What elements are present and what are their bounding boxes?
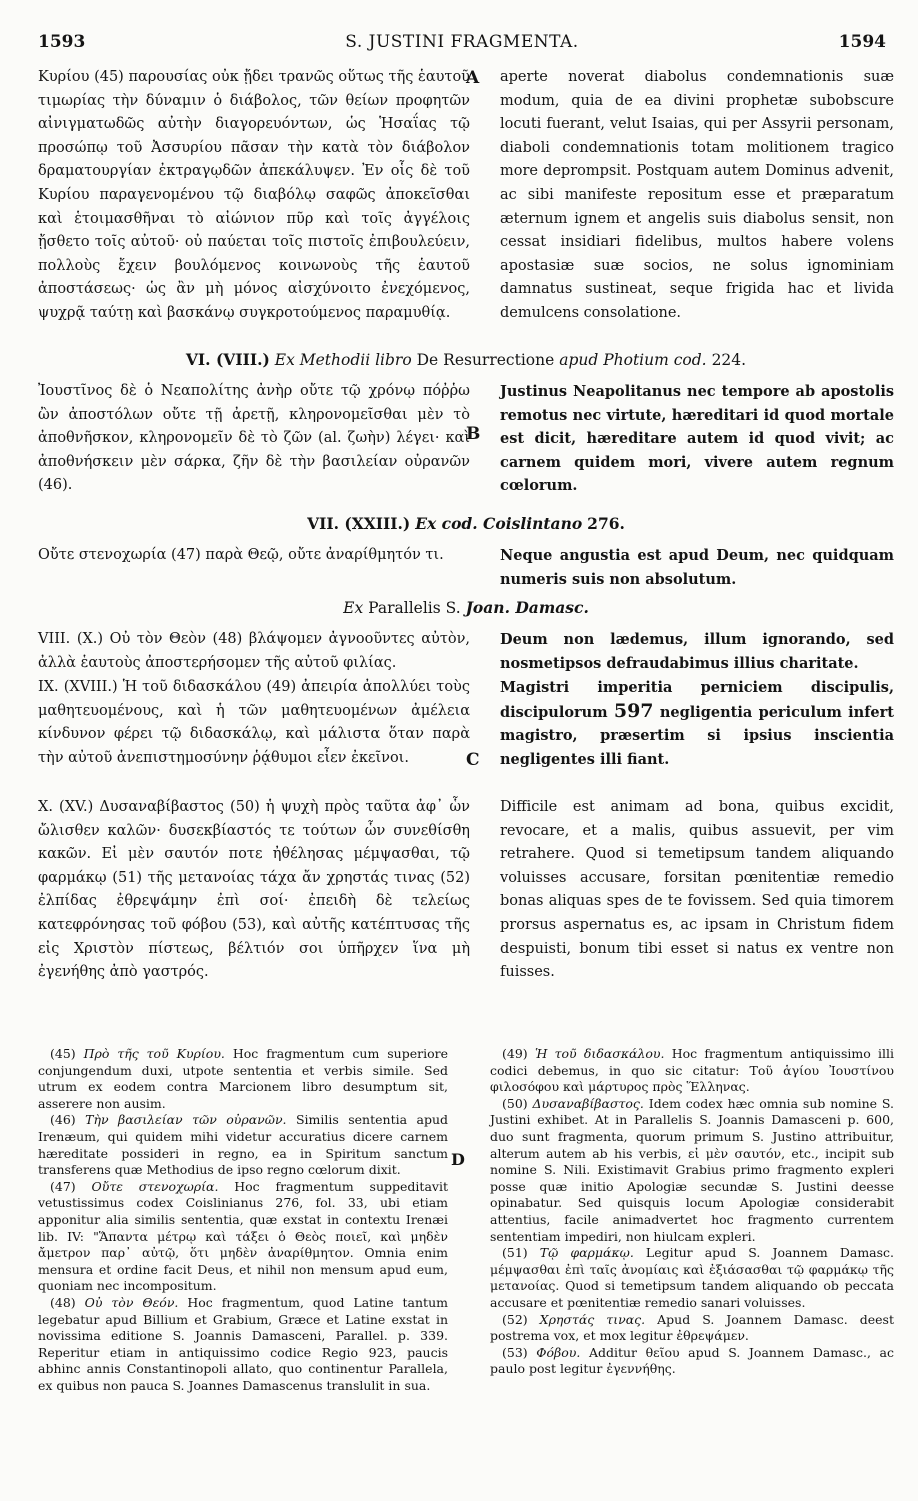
greek-text: IX. (XVIII.) Ἡ τοῦ διδασκάλου (49) ἀπειρία ἀπολλύει τοὺς μαθητευομένους, καὶ ἡ τῶν μαθητευομένων ἀμέλεια κίνδυνον φέρει τῷ διδασκάλῳ, καὶ μάλιστα ὅταν παρὰ τὴν αὐτοῦ ἀνεπιστημοσύνην ῥᾴθυμοι εἶεν ἐκεῖνοι. [38,679,470,766]
greek-text: Ἰουστῖνος δὲ ὁ Νεαπολίτης ἀνὴρ οὔτε τῷ χρόνῳ πόῤῥω ὢν ἀποστόλων οὔτε τῇ ἀρετῇ, κληρονομεῖσθαι μὲν τὸ ἀποθνῆσκον, κληρονομεῖν δὲ τὸ ζῶν (al. ζωὴν) λέγει· καὶ ἀποθνήσκειν μὲν σάρκα, ζῆν δὲ τὴν βασιλείαν οὐρανῶν (46). [38,383,470,494]
greek-text: VIII. (X.) Οὐ τὸν Θεὸν (48) βλάψομεν ἀγνοοῦντες αὐτὸν, ἀλλὰ ἑαυτοὺς ἀποστερήσομεν τῆς αὐτοῦ φιλίας. [38,631,470,671]
footnote: (49) Ἡ τοῦ διδασκάλου. Hoc fragmentum antiquissimo illi codici debemus, in quo sic citatur: Τοῦ ἁγίου Ἰουστίνου φιλοσόφου καὶ μάρτυρος πρὸς Ἕλληνας. [490,1046,894,1095]
greek-text: X. (XV.) Δυσαναβίβαστος (50) ἡ ψυχὴ πρὸς ταῦτα ἀφ᾽ ὧν ὤλισθεν καλῶν· δυσεκβίαστός τε τούτων ὧν συνεθίσθη κακῶν. Εἰ μὲν σαυτόν ποτε ἠθέλησας μέμψασθαι, τῷ φαρμάκῳ (51) τῆς μετανοίας τάχα ἄν χρηστάς τινας (52) ἐλπίδας ἐθρεψάμην ἐπὶ σοί· ἐπειδὴ δὲ τελείως κατεφρόνησας τοῦ φόβου (53), καὶ αὐτῆς κατέπτυσας τῆς εἰς Χριστὸν πίστεως, βέλτιόν σοι ὑπῆρχεν ἵνα μὴ ἐγενήθης ἀπὸ γαστρός. [38,799,470,981]
greek-text: Οὔτε στενοχωρία (47) παρὰ Θεῷ, οὔτε ἀναρίθμητόν τι. [38,547,444,563]
running-title: S. JUSTINI FRAGMENTA. [345,32,579,52]
section-heading: Ex Parallelis S. Joan. Damasc. [343,598,589,617]
margin-letter-c: C [466,750,480,770]
footnote: (45) Πρὸ τῆς τοῦ Κυρίου. Hoc fragmentum cum superiore conjungendum duxi, utpote sententia et verbis simile. Sed utrum ex eodem contra Marcionem libro desumptum sit, asserere non ausim. [38,1046,448,1111]
latin-text: Justinus Neapolitanus nec tempore ab apostolis remotus nec virtute, hæreditari id quod mortale est dicit, hæreditare autem id quod vivit; ac carnem quidem mori, vivere autem regnum cœlorum. [500,383,894,495]
section-heading: VII. (XXIII.) Ex cod. Coislintano 276. [307,514,625,533]
footnote: (48) Οὐ τὸν Θεόν. Hoc fragmentum, quod Latine tantum legebatur apud Billium et Grabium, Græce et Latine exstat in novissima editione S. Joannis Damasceni, Parallel. p. 339. Reperitur etiam in antiquissimo codice Regio 923, paucis abhinc annis Constantinopoli allato, quo continentur Parallela, ex quibus non pauca S. Joannes Damascenus translulit in sua. [38,1294,448,1393]
footnote: (50) Δυσαναβίβαστος. Idem codex hæc omnia sub nomine S. Justini exhibet. At in Parallelis S. Joannis Damasceni p. 600, duo sunt fragmenta, quorum primum S. Justino attribuitur, alterum autem ab his verbis, εἰ μὲν σαυτόν, etc., incipit sub nomine S. Nili. Existimavit Grabius primo fragmento expleri posse quæ initio Apologiæ secundæ S. Justini deesse opinabatur. Sed quisquis locum Apologiæ considerabit attentius, facile animadvertet hoc fragmento currentem sententiam impediri, non hiulcam expleri. [490,1095,895,1244]
footnotes-left [38,1046,448,1394]
footnote: (47) Οὔτε στενοχωρία. Hoc fragmentum suppeditavit vetustissimus codex Coislinianus 276, fol. 33, ubi etiam apponitur alia similis sententia, quæ exstat in contextu Irenæi lib. IV: "Ἅπαντα μέτρῳ καὶ τάξει ὁ Θεὸς ποιεῖ, καὶ μηδὲν ἄμετρον παρ᾽ αὐτῷ, ὅτι μηδὲν ἀναρίθμητον. Omnia enim mensura et ordine facit Deus, et nihil non mensum apud eum, quoniam nec incompositum. [38,1178,448,1294]
latin-text: Deum non lædemus, illum ignorando, sed nosmetipsos defraudabimus illius charitate. [500,631,894,672]
margin-letter-b: B [466,424,481,444]
latin-text: Neque angustia est apud Deum, nec quidquam numeris suis non absolutum. [500,547,894,588]
margin-letter-a: A [466,68,480,88]
running-header [38,32,886,58]
page-number-right: 1594 [838,32,886,52]
footnote: (51) Τῷ φαρμάκῳ. Legitur apud S. Joannem Damasc. μέμψασθαι ἐπὶ ταῖς ἀνομίαις καὶ ἐξιάσασθαι τῷ φαρμάκῳ τῆς μετανοίας. Quod si temetipsum tandem aliquando ob peccata accusare et pœnitentiæ remedio sanari voluisses. [490,1245,895,1310]
footnote: (53) Φόβου. Additur θεῖου apud S. Joannem Damasc., ac paulo post legitur ἐγεννήθης. [490,1344,894,1377]
margin-letter-d: D [451,1150,465,1169]
intro-block [38,66,894,358]
latin-text: Difficile est animam ad bona, quibus excidit, revocare, et a malis, quibus assuevit, per vim retrahere. Quod si temetipsum tandem aliquando voluisses accusare, forsitan pœnitentiæ remedio bonas aliquas spes de te fovissem. Sed quia timorem prorsus aspernatus es, ac ipsam in Christum fidem despuisti, bonum tibi esset si natus ex ventre non fuisses. [500,799,894,981]
footnotes-right [490,1046,894,1378]
section-heading: VI. (VIII.) Ex Methodii libro De Resurrectione apud Photium cod. 224. [185,350,747,369]
column-number: 597 [613,699,654,722]
greek-text: Κυρίου (45) παρουσίας οὐκ ᾔδει τρανῶς οὕτως τῆς ἑαυτοῦ τιμωρίας τὴν δύναμιν ὁ διάβολος, τῶν θείων προφητῶν αἰνιγματωδῶς αὐτὴν διαγορευόντων, ὡς Ἡσαΐας τῷ προσώπῳ τοῦ Ἀσσυρίου πᾶσαν τὴν κατὰ τὸν διάβολον δραματουργίαν ἐκτραγῳδῶν ἀπεκάλυψεν. Ἐν οἷς δὲ τοῦ Κυρίου παραγενομένου τῷ διαβόλῳ σαφῶς ἀποκεῖσθαι καὶ ἑτοιμασθῆναι τὸ αἰώνιον πῦρ καὶ τοῖς ἀγγέλοις ᾔσθετο τοῖς αὐτοῦ· οὐ παύεται τοῖς πιστοῖς ἐπιβουλεύειν, πολλοὺς ἔχειν βουλόμενος κοινωνοὺς τῆς ἑαυτοῦ ἀποστάσεως· ὡς ἂν μὴ μόνος αἰσχύνοιτο ἐνεχόμενος, ψυχρᾷ ταύτῃ καὶ βασκάνῳ συγκροτούμενος παραμυθίᾳ. [38,69,470,321]
footnote: (46) Τὴν βασιλείαν τῶν οὐρανῶν. Similis sententia apud Irenæum, qui quidem mihi videtur accuratius dicere carnem hæreditate possideri in regno, ea in Spiritum sanctum transferens quæ Methodius de ipso regno cœlorum dixit. [38,1112,448,1178]
footnote: (52) Χρηστάς τινας. Apud S. Joannem Damasc. deest postrema vox, et mox legitur ἐθρεψάμεν. [490,1311,894,1344]
latin-text: Magistri imperitia perniciem discipulis, discipulorum 597 negligentia periculum infert magistro, præsertim si ipsius inscientia negligentes illi fiant. [500,679,894,768]
page-number-left: 1593 [38,32,86,52]
latin-text: aperte noverat diabolus condemnationis suæ modum, quia de ea divini prophetæ subobscure locuti fuerant, velut Isaias, qui per Assyrii personam, diaboli condemnationis totam molitionem tragico more deprompsit. Postquam autem Dominus advenit, ac sibi manifeste repositum esse et præparatum æternum ignem et angelis suis diabolus sensit, non cessat insidiari fidelibus, multos habere volens apostasiæ suæ socios, ne solus ignominiam damnatus sustineat, seque frigida hac et livida demulcens consolatione. [500,69,894,321]
